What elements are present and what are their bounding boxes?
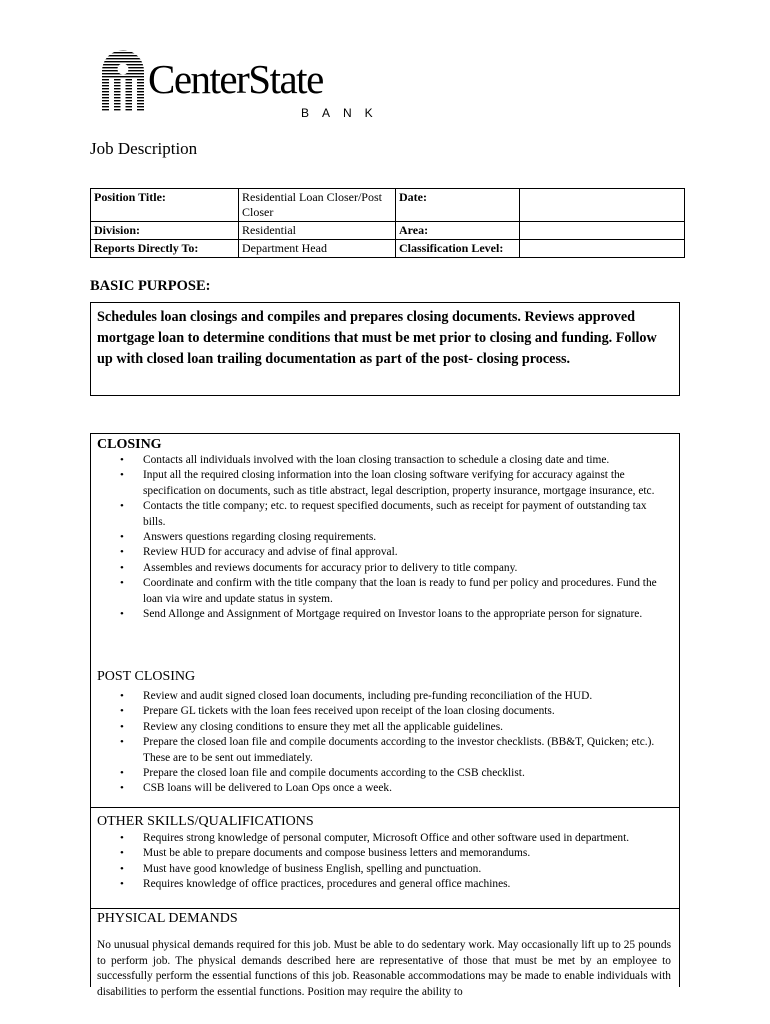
date-value bbox=[520, 189, 685, 222]
position-title-value: Residential Loan Closer/Post Closer bbox=[239, 189, 396, 222]
list-item: • Requires strong knowledge of personal computer, Microsoft Office and other software used in department. bbox=[91, 831, 671, 846]
list-item: • Review any closing conditions to ensure they met all the applicable guidelines. bbox=[91, 720, 671, 735]
basic-purpose-text: Schedules loan closings and compiles and prepares closing documents. Reviews approved mortgage loan to determine conditions that must be met prior to closing and funding. Follow up with closed loan trailing documentation as part of the post- closing process. bbox=[97, 309, 657, 367]
classification-level-label: Classification Level: bbox=[396, 240, 520, 258]
list-item: • Prepare the closed loan file and compile documents according to the CSB checklist. bbox=[91, 766, 671, 781]
centerstate-bank-logo bbox=[100, 45, 386, 125]
list-item: • Prepare the closed loan file and compile documents according to the investor checklists. (BB&T, Quicken; etc.). These are to be sent out immediately. bbox=[91, 735, 671, 766]
list-item: • Contacts the title company; etc. to request specified documents, such as receipt for payment of outstanding tax bills. bbox=[91, 499, 671, 530]
position-title-label: Position Title: bbox=[91, 189, 239, 222]
list-item: • Must have good knowledge of business English, spelling and punctuation. bbox=[91, 862, 671, 877]
list-item: • Assembles and reviews documents for accuracy prior to delivery to title company. bbox=[91, 561, 671, 576]
post-closing-heading: POST CLOSING bbox=[97, 669, 196, 684]
duties-box bbox=[90, 433, 680, 998]
table-row bbox=[91, 240, 685, 258]
section-divider bbox=[91, 908, 679, 909]
list-item: • Send Allonge and Assignment of Mortgage required on Investor loans to the appropriate person for signature. bbox=[91, 607, 671, 622]
classification-level-value bbox=[520, 240, 685, 258]
logo-subtitle: BANK bbox=[301, 106, 386, 120]
list-item: • CSB loans will be delivered to Loan Ops once a week. bbox=[91, 781, 671, 796]
table-row bbox=[91, 222, 685, 240]
post-closing-list bbox=[91, 689, 671, 797]
closing-heading: CLOSING bbox=[97, 437, 162, 452]
division-label: Division: bbox=[91, 222, 239, 240]
logo-wordmark: CenterState bbox=[148, 56, 323, 102]
list-item: • Review HUD for accuracy and advise of final approval. bbox=[91, 545, 671, 560]
document-title: Job Description bbox=[90, 139, 198, 158]
list-item: • Contacts all individuals involved with the loan closing transaction to schedule a closing date and time. bbox=[91, 453, 671, 468]
list-item: • Answers questions regarding closing requirements. bbox=[91, 530, 671, 545]
list-item: • Coordinate and confirm with the title company that the loan is ready to fund per policy and procedures. Fund the loan via wire and update status in system. bbox=[91, 576, 671, 607]
basic-purpose-box bbox=[90, 302, 680, 396]
physical-demands-heading: PHYSICAL DEMANDS bbox=[97, 911, 238, 926]
list-item: • Review and audit signed closed loan documents, including pre-funding reconciliation of the HUD. bbox=[91, 689, 671, 704]
list-item: • Must be able to prepare documents and compose business letters and memorandums. bbox=[91, 846, 671, 861]
list-item: • Prepare GL tickets with the loan fees received upon receipt of the loan closing documents. bbox=[91, 704, 671, 719]
closing-list bbox=[91, 453, 671, 622]
list-item: • Input all the required closing information into the loan closing software verifying for accuracy against the specification on documents, such as title abstract, legal description, property insurance, mortgage insurance, etc. bbox=[91, 468, 671, 499]
division-value: Residential bbox=[239, 222, 396, 240]
table-row bbox=[91, 189, 685, 222]
section-divider bbox=[91, 807, 679, 808]
job-info-table bbox=[90, 188, 685, 258]
reports-to-label: Reports Directly To: bbox=[91, 240, 239, 258]
physical-demands-text: No unusual physical demands required for this job. Must be able to do sedentary work. May occasionally lift up to 25 pounds to perform job. The physical demands described here are representative of those that must be met by an employee to successfully perform the essential functions of this job. Reasonable accommodations may be made to enable individuals with disabilities to perform the essential functions. Position may require the ability to bbox=[97, 939, 671, 998]
bank-building-logo-icon bbox=[100, 49, 146, 113]
area-value bbox=[520, 222, 685, 240]
other-skills-list bbox=[91, 831, 671, 893]
date-label: Date: bbox=[396, 189, 520, 222]
reports-to-value: Department Head bbox=[239, 240, 396, 258]
area-label: Area: bbox=[396, 222, 520, 240]
basic-purpose-heading: BASIC PURPOSE: bbox=[90, 278, 211, 294]
other-skills-heading: OTHER SKILLS/QUALIFICATIONS bbox=[97, 814, 314, 829]
list-item: • Requires knowledge of office practices, procedures and general office machines. bbox=[91, 877, 671, 892]
